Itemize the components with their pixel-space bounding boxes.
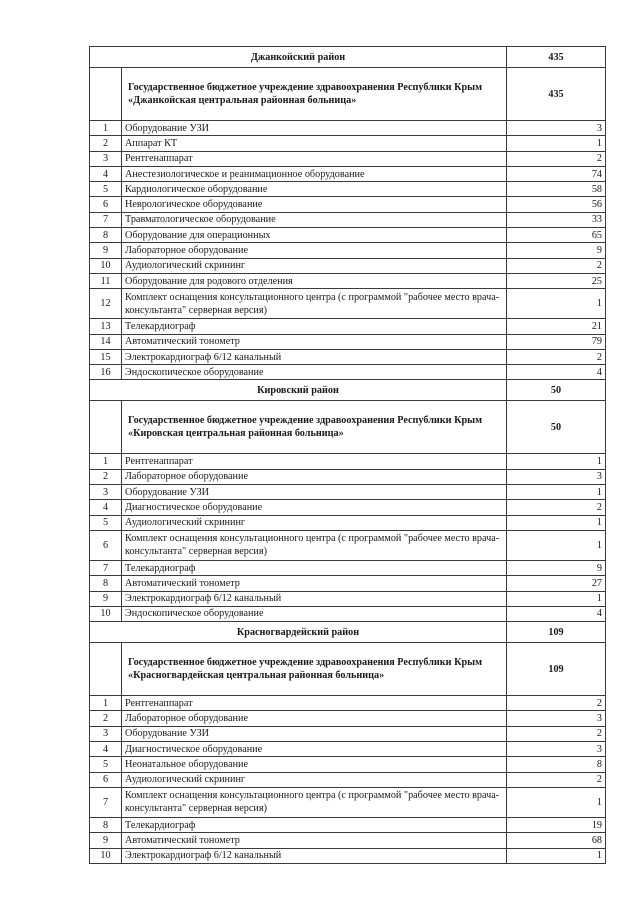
institution-total: 109 [507, 643, 606, 696]
equipment-name: Автоматический тонометр [122, 334, 507, 349]
row-number: 7 [90, 212, 122, 227]
equipment-quantity: 3 [507, 121, 606, 136]
table-row [90, 365, 606, 380]
equipment-quantity: 1 [507, 136, 606, 151]
equipment-name: Телекардиограф [122, 817, 507, 832]
equipment-name: Электрокардиограф 6/12 канальный [122, 848, 507, 863]
equipment-quantity: 2 [507, 151, 606, 166]
institution-total: 435 [507, 68, 606, 121]
table-row [90, 591, 606, 606]
equipment-quantity: 1 [507, 848, 606, 863]
equipment-table [89, 46, 606, 864]
row-number: 2 [90, 469, 122, 484]
equipment-name: Оборудование для операционных [122, 228, 507, 243]
equipment-quantity: 1 [507, 591, 606, 606]
table-row [90, 833, 606, 848]
equipment-name: Электрокардиограф 6/12 канальный [122, 591, 507, 606]
equipment-quantity: 1 [507, 454, 606, 469]
row-number: 7 [90, 787, 122, 817]
equipment-name: Аудиологический скрининг [122, 258, 507, 273]
table-row [90, 726, 606, 741]
equipment-quantity: 68 [507, 833, 606, 848]
equipment-quantity: 4 [507, 606, 606, 621]
equipment-quantity: 8 [507, 757, 606, 772]
equipment-name: Аудиологический скрининг [122, 515, 507, 530]
table-row [90, 817, 606, 832]
row-number: 10 [90, 848, 122, 863]
equipment-name: Анестезиологическое и реанимационное оборудование [122, 166, 507, 181]
equipment-name: Эндоскопическое оборудование [122, 606, 507, 621]
equipment-quantity: 1 [507, 485, 606, 500]
equipment-name: Автоматический тонометр [122, 833, 507, 848]
row-number: 15 [90, 349, 122, 364]
equipment-name: Телекардиограф [122, 560, 507, 575]
equipment-quantity: 4 [507, 365, 606, 380]
row-number: 6 [90, 197, 122, 212]
table-row [90, 515, 606, 530]
row-number: 2 [90, 136, 122, 151]
equipment-name: Рентгенаппарат [122, 696, 507, 711]
table-row [90, 151, 606, 166]
equipment-quantity: 27 [507, 576, 606, 591]
row-number: 3 [90, 151, 122, 166]
district-name: Красногвардейский район [90, 622, 507, 643]
row-number: 5 [90, 757, 122, 772]
equipment-quantity: 19 [507, 817, 606, 832]
table-row [90, 228, 606, 243]
equipment-name: Эндоскопическое оборудование [122, 365, 507, 380]
table-row [90, 243, 606, 258]
equipment-name: Комплект оснащения консультационного центра (с программой "рабочее место врача-консультанта" серверная версия) [122, 787, 507, 817]
equipment-quantity: 21 [507, 319, 606, 334]
equipment-table-body [90, 47, 606, 864]
equipment-quantity: 33 [507, 212, 606, 227]
table-row [90, 258, 606, 273]
table-row [90, 273, 606, 288]
district-row [90, 622, 606, 643]
table-row [90, 349, 606, 364]
row-number: 9 [90, 591, 122, 606]
table-row [90, 500, 606, 515]
equipment-quantity: 25 [507, 273, 606, 288]
equipment-quantity: 2 [507, 726, 606, 741]
institution-num-cell [90, 401, 122, 454]
institution-name: Государственное бюджетное учреждение здравоохранения Республики Крым «Красногвардейская центральная районная больница» [122, 643, 507, 696]
row-number: 13 [90, 319, 122, 334]
row-number: 5 [90, 515, 122, 530]
table-row [90, 560, 606, 575]
equipment-quantity: 1 [507, 515, 606, 530]
district-total: 435 [507, 47, 606, 68]
equipment-quantity: 1 [507, 289, 606, 319]
equipment-quantity: 1 [507, 787, 606, 817]
equipment-quantity: 56 [507, 197, 606, 212]
row-number: 9 [90, 833, 122, 848]
equipment-name: Рентгенаппарат [122, 454, 507, 469]
table-row [90, 606, 606, 621]
table-row [90, 530, 606, 560]
equipment-name: Аудиологический скрининг [122, 772, 507, 787]
institution-name: Государственное бюджетное учреждение здравоохранения Республики Крым «Джанкойская центральная районная больница» [122, 68, 507, 121]
row-number: 4 [90, 166, 122, 181]
equipment-quantity: 74 [507, 166, 606, 181]
row-number: 6 [90, 772, 122, 787]
district-name: Кировский район [90, 380, 507, 401]
equipment-quantity: 1 [507, 530, 606, 560]
row-number: 12 [90, 289, 122, 319]
institution-num-cell [90, 643, 122, 696]
equipment-name: Автоматический тонометр [122, 576, 507, 591]
equipment-quantity: 2 [507, 500, 606, 515]
district-row [90, 47, 606, 68]
equipment-quantity: 2 [507, 258, 606, 273]
equipment-name: Неврологическое оборудование [122, 197, 507, 212]
institution-num-cell [90, 68, 122, 121]
equipment-name: Лабораторное оборудование [122, 469, 507, 484]
row-number: 2 [90, 711, 122, 726]
equipment-quantity: 3 [507, 469, 606, 484]
row-number: 5 [90, 182, 122, 197]
equipment-name: Оборудование УЗИ [122, 485, 507, 500]
equipment-name: Лабораторное оборудование [122, 711, 507, 726]
institution-row [90, 68, 606, 121]
table-row [90, 757, 606, 772]
equipment-name: Оборудование УЗИ [122, 726, 507, 741]
table-row [90, 454, 606, 469]
table-row [90, 696, 606, 711]
row-number: 11 [90, 273, 122, 288]
district-name: Джанкойский район [90, 47, 507, 68]
equipment-quantity: 58 [507, 182, 606, 197]
row-number: 8 [90, 576, 122, 591]
row-number: 9 [90, 243, 122, 258]
row-number: 14 [90, 334, 122, 349]
equipment-quantity: 79 [507, 334, 606, 349]
row-number: 1 [90, 696, 122, 711]
equipment-quantity: 9 [507, 560, 606, 575]
institution-row [90, 401, 606, 454]
row-number: 7 [90, 560, 122, 575]
row-number: 8 [90, 228, 122, 243]
table-row [90, 334, 606, 349]
row-number: 3 [90, 726, 122, 741]
table-row [90, 212, 606, 227]
equipment-quantity: 3 [507, 711, 606, 726]
table-row [90, 711, 606, 726]
row-number: 4 [90, 742, 122, 757]
equipment-quantity: 9 [507, 243, 606, 258]
institution-row [90, 643, 606, 696]
table-row [90, 136, 606, 151]
equipment-name: Диагностическое оборудование [122, 500, 507, 515]
table-row [90, 166, 606, 181]
equipment-name: Электрокардиограф 6/12 канальный [122, 349, 507, 364]
equipment-name: Кардиологическое оборудование [122, 182, 507, 197]
row-number: 3 [90, 485, 122, 500]
row-number: 1 [90, 454, 122, 469]
table-row [90, 197, 606, 212]
table-row [90, 787, 606, 817]
equipment-name: Аппарат КТ [122, 136, 507, 151]
district-total: 50 [507, 380, 606, 401]
equipment-name: Диагностическое оборудование [122, 742, 507, 757]
institution-name: Государственное бюджетное учреждение здравоохранения Республики Крым «Кировская центральная районная больница» [122, 401, 507, 454]
row-number: 10 [90, 258, 122, 273]
table-row [90, 772, 606, 787]
table-row [90, 121, 606, 136]
table-row [90, 319, 606, 334]
equipment-name: Комплект оснащения консультационного центра (с программой "рабочее место врача-консультанта" серверная версия) [122, 289, 507, 319]
equipment-quantity: 2 [507, 772, 606, 787]
row-number: 10 [90, 606, 122, 621]
district-total: 109 [507, 622, 606, 643]
table-row [90, 848, 606, 863]
table-row [90, 469, 606, 484]
equipment-name: Неонатальное оборудование [122, 757, 507, 772]
table-row [90, 576, 606, 591]
table-row [90, 742, 606, 757]
row-number: 16 [90, 365, 122, 380]
district-row [90, 380, 606, 401]
equipment-quantity: 3 [507, 742, 606, 757]
equipment-name: Оборудование УЗИ [122, 121, 507, 136]
table-row [90, 485, 606, 500]
table-row [90, 289, 606, 319]
equipment-quantity: 65 [507, 228, 606, 243]
equipment-name: Лабораторное оборудование [122, 243, 507, 258]
equipment-name: Травматологическое оборудование [122, 212, 507, 227]
equipment-name: Рентгенаппарат [122, 151, 507, 166]
row-number: 6 [90, 530, 122, 560]
equipment-name: Оборудование для родового отделения [122, 273, 507, 288]
equipment-name: Телекардиограф [122, 319, 507, 334]
institution-total: 50 [507, 401, 606, 454]
row-number: 8 [90, 817, 122, 832]
table-row [90, 182, 606, 197]
equipment-quantity: 2 [507, 696, 606, 711]
row-number: 1 [90, 121, 122, 136]
equipment-name: Комплект оснащения консультационного центра (с программой "рабочее место врача-консультанта" серверная версия) [122, 530, 507, 560]
row-number: 4 [90, 500, 122, 515]
equipment-quantity: 2 [507, 349, 606, 364]
